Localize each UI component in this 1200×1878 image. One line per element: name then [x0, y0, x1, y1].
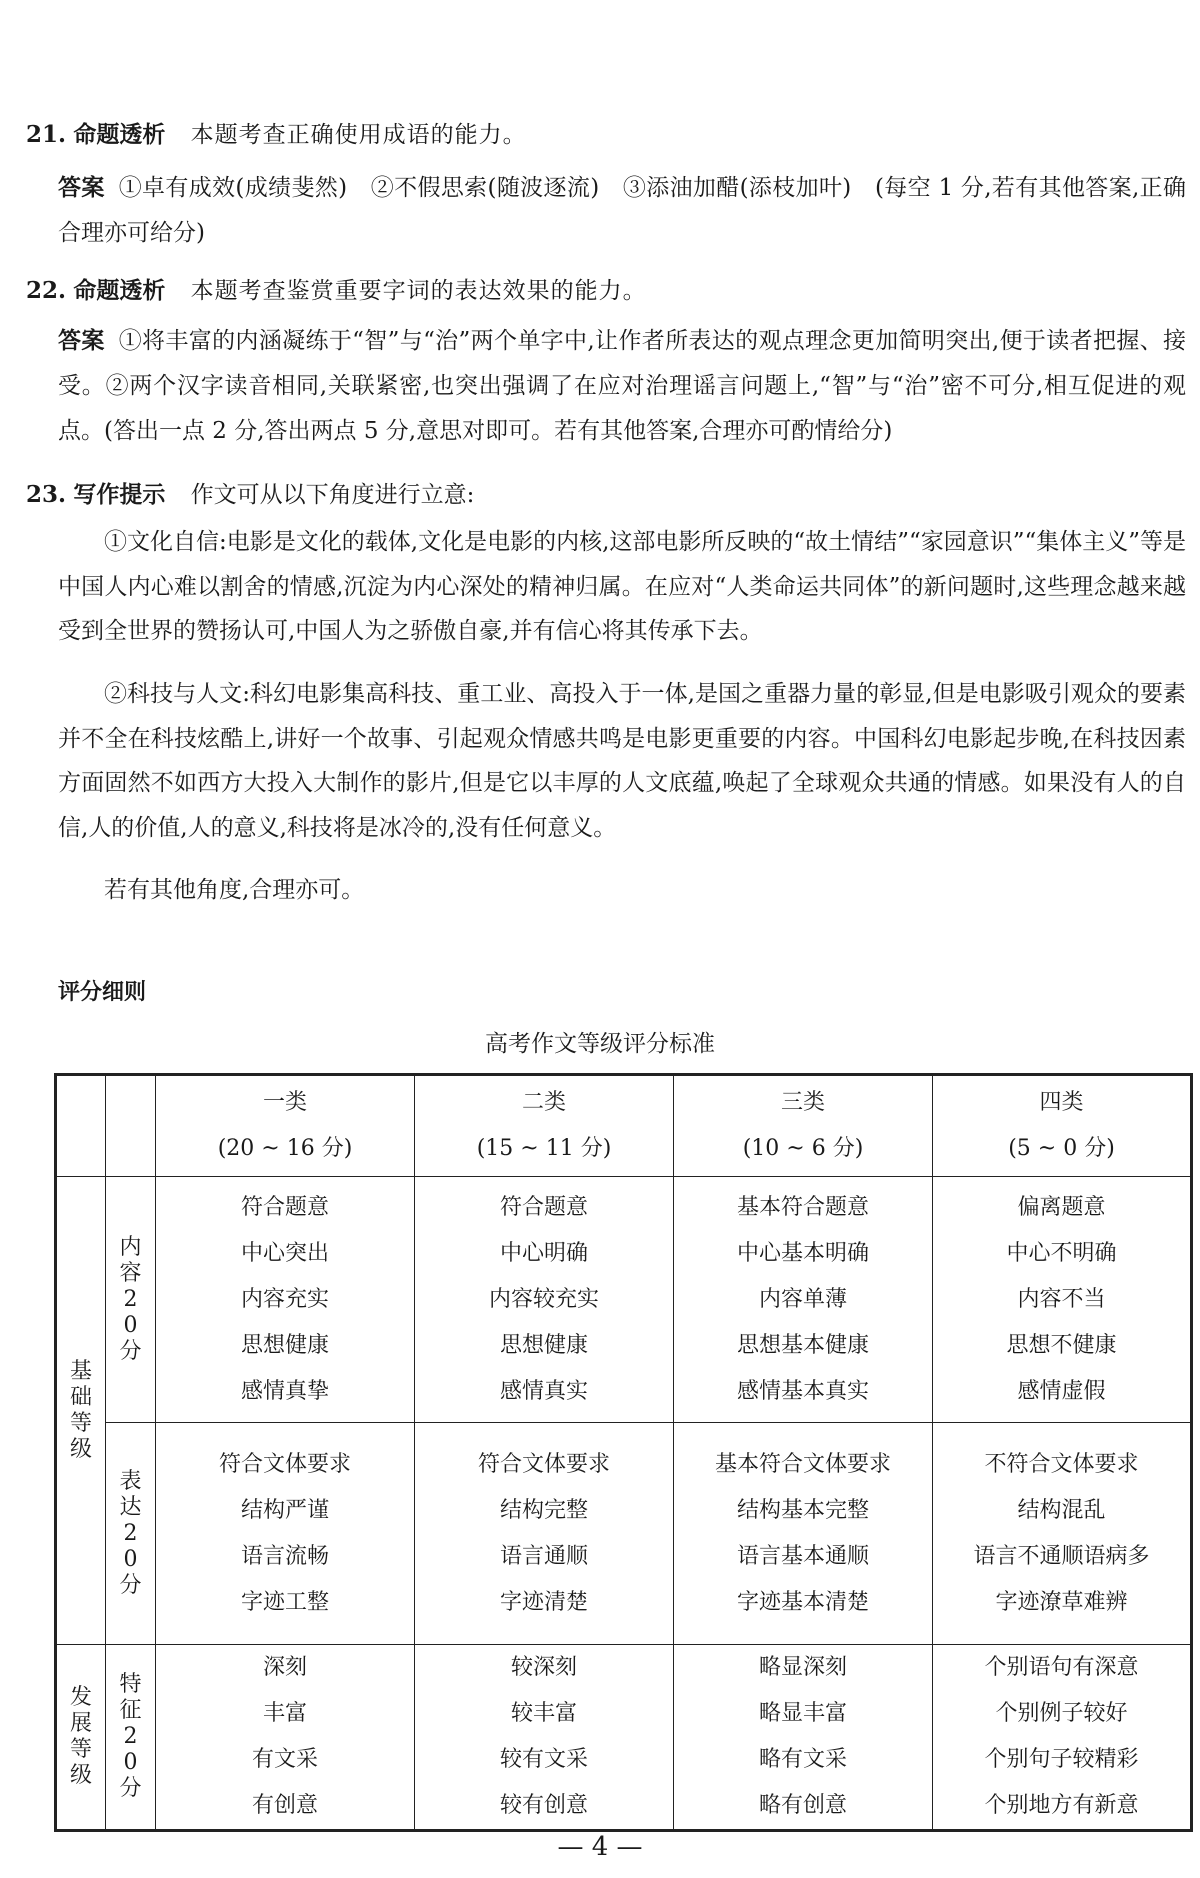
feature-cell: 略显深刻 略显丰富 略有文采 略有创意 [674, 1645, 933, 1831]
sub-feature-cell: 特征20分 [106, 1645, 156, 1831]
answer-label: 答案 [58, 327, 105, 354]
question-21-header [26, 112, 1186, 158]
corner-cell [56, 1075, 106, 1177]
level-dev-cell: 发展等级 [56, 1645, 106, 1831]
column-header: 一类 (20 ~ 16 分) [156, 1075, 415, 1177]
question-hint: 作文可从以下角度进行立意: [190, 482, 475, 508]
feature-cell: 较深刻 较丰富 较有文采 较有创意 [415, 1645, 674, 1831]
feature-cell: 深刻 丰富 有文采 有创意 [156, 1645, 415, 1831]
expression-cell: 不符合文体要求 结构混乱 语言不通顺语病多 字迹潦草难辨 [933, 1423, 1192, 1645]
feature-cell: 个别语句有深意 个别例子较好 个别句子较精彩 个别地方有新意 [933, 1645, 1192, 1831]
section-title: 评分细则 [58, 980, 147, 1005]
answer-text: ①将丰富的内涵凝练于“智”与“治”两个单字中,让作者所表达的观点理念更加简明突出,便于读者把握、接受。②两个汉字读音相同,关联紧密,也突出强调了在应对治理谣言问题上,“智”与“治”密不可分,相互促进的观点。(答出一点 2 分,答出两点 5 分,意思对即可。若有其他答案,合理亦可酌情给分) [58, 328, 1187, 444]
sub-expression-cell: 表达20分 [106, 1423, 156, 1645]
page-number: — 4 — [557, 1832, 643, 1862]
table-header-row [56, 1075, 1192, 1177]
expression-row [56, 1423, 1192, 1645]
question-22-answer [58, 318, 1186, 454]
column-header: 二类 (15 ~ 11 分) [415, 1075, 674, 1177]
content-cell: 符合题意 中心明确 内容较充实 思想健康 感情真实 [415, 1177, 674, 1423]
content-cell: 偏离题意 中心不明确 内容不当 思想不健康 感情虚假 [933, 1177, 1192, 1423]
writing-angle-2: ②科技与人文:科幻电影集高科技、重工业、高投入于一体,是国之重器力量的彰显,但是电影吸引观众的要素并不全在科技炫酷上,讲好一个故事、引起观众情感共鸣是电影更重要的内容。中国科幻电影起步晚,在科技因素方面固然不如西方大投入大制作的影片,但是它以丰厚的人文底蕴,唤起了全球观众共通的情感。如果没有人的自信,人的价值,人的意义,科技将是冰冷的,没有任何意义。 [58, 681, 1186, 841]
expression-cell: 基本符合文体要求 结构基本完整 语言基本通顺 字迹基本清楚 [674, 1423, 933, 1645]
question-hint: 本题考查正确使用成语的能力。 [190, 122, 527, 148]
expression-cell: 符合文体要求 结构严谨 语言流畅 字迹工整 [156, 1423, 415, 1645]
content-cell: 符合题意 中心突出 内容充实 思想健康 感情真挚 [156, 1177, 415, 1423]
writing-angle-note: 若有其他角度,合理亦可。 [104, 877, 365, 903]
content-cell: 基本符合题意 中心基本明确 内容单薄 思想基本健康 感情基本真实 [674, 1177, 933, 1423]
answer-label: 答案 [58, 174, 105, 201]
question-21-answer [58, 165, 1186, 256]
question-tag: 命题透析 [73, 121, 166, 148]
expression-cell: 符合文体要求 结构完整 语言通顺 字迹清楚 [415, 1423, 674, 1645]
sub-content-cell: 内容20分 [106, 1177, 156, 1423]
question-number: 23. [26, 481, 67, 508]
question-tag: 写作提示 [73, 481, 166, 508]
column-header: 四类 (5 ~ 0 分) [933, 1075, 1192, 1177]
question-number: 21. [26, 121, 67, 148]
column-header: 三类 (10 ~ 6 分) [674, 1075, 933, 1177]
content-row [56, 1177, 1192, 1423]
question-tag: 命题透析 [73, 277, 166, 304]
question-23-header [26, 472, 1186, 518]
level-basic-cell: 基础等级 [56, 1177, 106, 1645]
table-title: 高考作文等级评分标准 [485, 1031, 715, 1057]
writing-angle-1: ①文化自信:电影是文化的载体,文化是电影的内核,这部电影所反映的“故土情结”“家园意识”“集体主义”等是中国人内心难以割舍的情感,沉淀为内心深处的精神归属。在应对“人类命运共同体”的新问题时,这些理念越来越受到全世界的赞扬认可,中国人为之骄傲自豪,并有信心将其传承下去。 [58, 529, 1186, 644]
question-number: 22. [26, 277, 67, 304]
question-hint: 本题考查鉴赏重要字词的表达效果的能力。 [190, 278, 647, 304]
scoring-table [54, 1073, 1193, 1832]
feature-row [56, 1645, 1192, 1831]
answer-text: ①卓有成效(成绩斐然) ②不假思索(随波逐流) ③添油加醋(添枝加叶) (每空 1 分,若有其他答案,正确合理亦可给分) [58, 175, 1186, 246]
corner-cell [106, 1075, 156, 1177]
question-22-header [26, 268, 1186, 314]
